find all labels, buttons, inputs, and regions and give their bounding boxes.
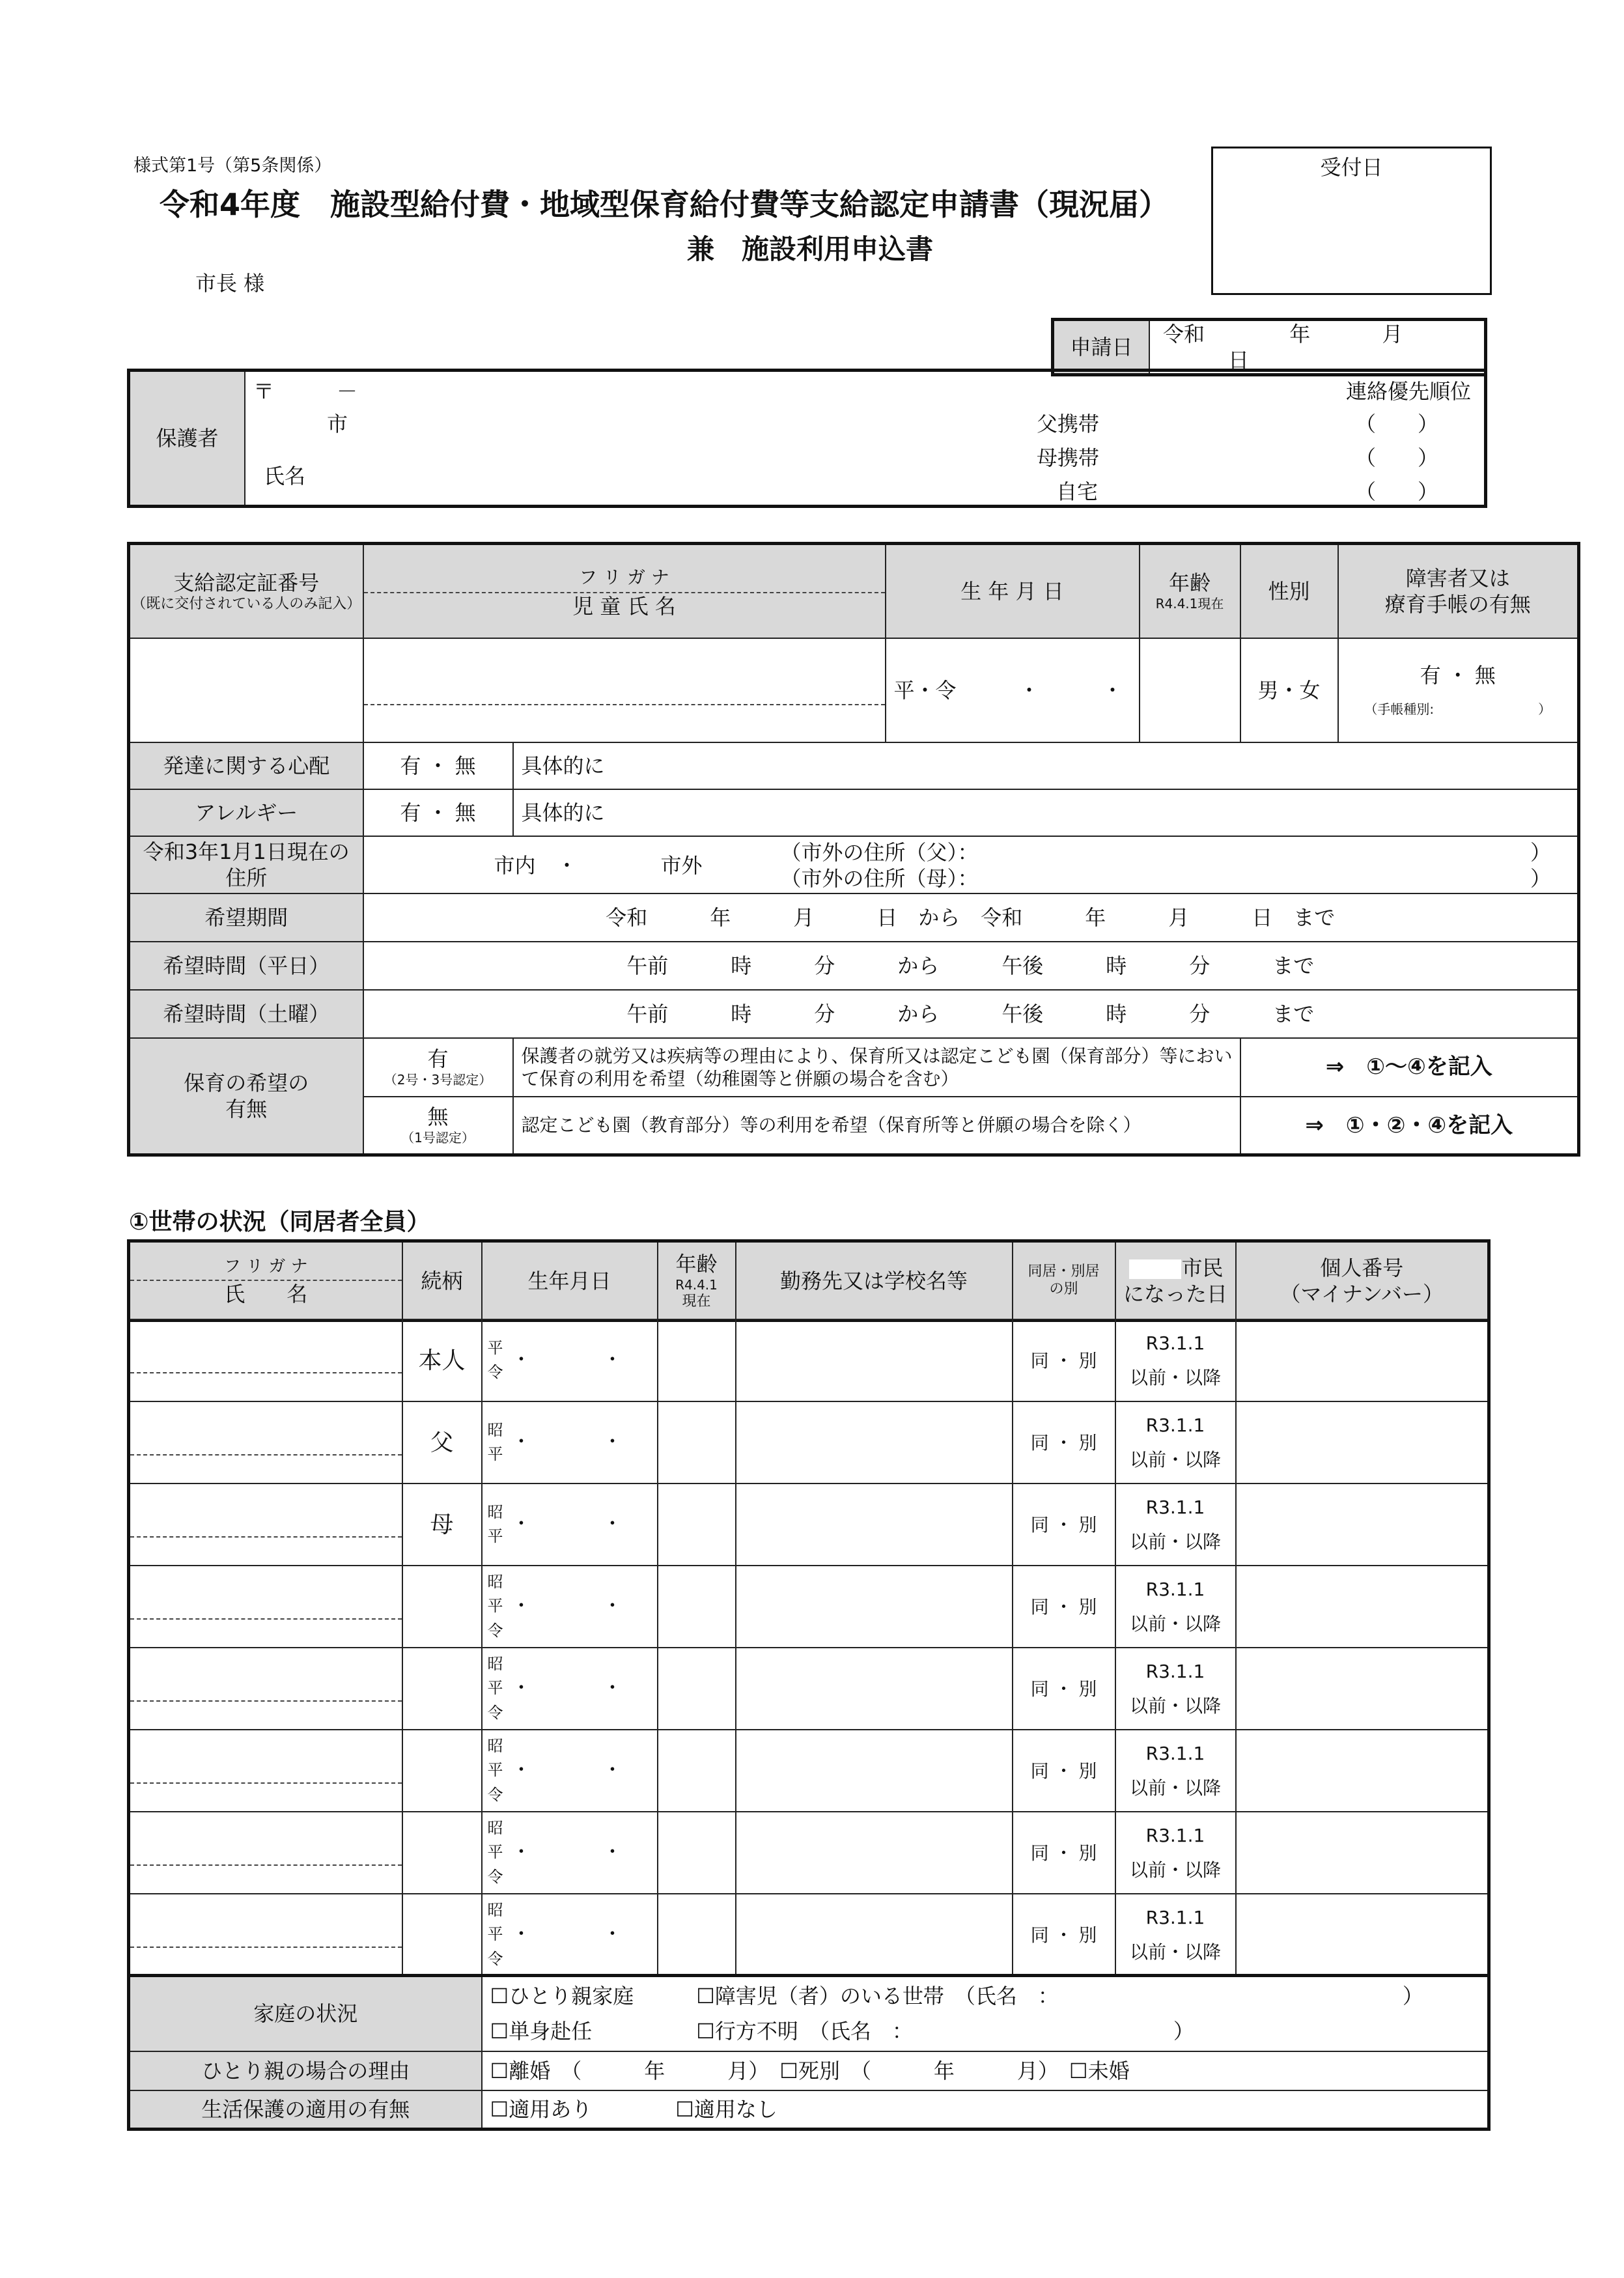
- citizen-when: 以前・以降: [1129, 1613, 1221, 1635]
- cohab-header: [1013, 1241, 1115, 1321]
- citizen-date: R3.1.1: [1145, 1578, 1205, 1600]
- member-work-field[interactable]: [736, 1566, 1013, 1648]
- received-label: 受付日: [1320, 155, 1383, 180]
- citizen-date: R3.1.1: [1145, 1414, 1205, 1436]
- disab-value: 有 ・ 無: [1420, 663, 1496, 688]
- citizen-date: R3.1.1: [1145, 1332, 1205, 1354]
- month-label: 月: [1382, 322, 1403, 346]
- time-saturday-label: 希望時間（土曜）: [129, 990, 363, 1038]
- member-name-field[interactable]: [129, 1730, 402, 1812]
- paren-close-1: ）: [1530, 839, 1551, 865]
- member-age-field[interactable]: [658, 1730, 736, 1812]
- era-option[interactable]: 令: [487, 1363, 503, 1381]
- citizen-header: [1115, 1241, 1236, 1321]
- cert-note: （既に交付されている人のみ記入）: [132, 595, 361, 612]
- family-status-table: [127, 1974, 1491, 2131]
- era-option[interactable]: 令: [487, 1949, 503, 1968]
- citizen-date: R3.1.1: [1145, 1742, 1205, 1764]
- citizen-date: R3.1.1: [1145, 1906, 1205, 1928]
- citizen-when: 以前・以降: [1129, 1695, 1221, 1717]
- member-dob-field[interactable]: [482, 1894, 658, 1976]
- era-option[interactable]: 平: [487, 1597, 503, 1616]
- disab-label-2: 療育手帳の有無: [1384, 591, 1531, 617]
- era-option[interactable]: 平: [487, 1761, 503, 1780]
- phone-home-label: 自宅: [1056, 479, 1099, 504]
- dev-label: 発達に関する心配: [129, 742, 363, 789]
- child-name-label: 児 童 氏 名: [572, 594, 676, 619]
- date-dots: ・ ・: [511, 1677, 649, 1700]
- time-weekday-label: 希望時間（平日）: [129, 942, 363, 990]
- time-saturday-field[interactable]: 午前 時 分 から 午後 時 分 まで: [363, 990, 1579, 1038]
- member-work-field[interactable]: [736, 1730, 1013, 1812]
- member-mynum-field[interactable]: [1236, 1812, 1489, 1894]
- member-dob-field[interactable]: [482, 1484, 658, 1566]
- period-label: 希望期間: [129, 893, 363, 942]
- member-dob-field[interactable]: [482, 1730, 658, 1812]
- dev-specific[interactable]: 具体的に: [513, 742, 1579, 789]
- allergy-specific[interactable]: 具体的に: [513, 789, 1579, 836]
- era-option[interactable]: 昭: [487, 1901, 503, 1920]
- guardian-label: 保護者: [129, 371, 245, 507]
- table-row: [129, 1894, 1489, 1976]
- era-option[interactable]: 昭: [487, 1502, 503, 1521]
- period-field[interactable]: 令和 年 月 日 から 令和 年 月 日 まで: [363, 893, 1579, 942]
- member-relation: [402, 1566, 482, 1648]
- citizen-when: 以前・以降: [1129, 1367, 1221, 1388]
- page-title: 令和4年度 施設型給付費・地域型保育給付費等支給認定申請書（現況届）: [160, 187, 1169, 222]
- member-citizen-field[interactable]: [1115, 1566, 1236, 1648]
- member-relation: [402, 1730, 482, 1812]
- member-relation: [402, 1648, 482, 1730]
- era-option[interactable]: 平: [487, 1925, 503, 1944]
- age-note: R4.4.1現在: [1155, 596, 1224, 612]
- table-row: [129, 1484, 1489, 1566]
- era-option[interactable]: 平: [487, 1679, 503, 1698]
- household-heading: ①世帯の状況（同居者全員）: [129, 1209, 430, 1235]
- disability-header: [1338, 544, 1579, 638]
- member-work-field[interactable]: [736, 1648, 1013, 1730]
- city-label: 市: [327, 412, 348, 436]
- era-option[interactable]: 令: [487, 1785, 503, 1804]
- dob-field[interactable]: 平・令 ・ ・: [886, 638, 1140, 742]
- cohab-label-2: の別: [1049, 1280, 1078, 1297]
- family-field[interactable]: [482, 1976, 1489, 2051]
- era-option[interactable]: 昭: [487, 1573, 503, 1592]
- member-work-field[interactable]: [736, 1484, 1013, 1566]
- era-option[interactable]: 平: [487, 1843, 503, 1862]
- yes-label: 有: [427, 1047, 449, 1071]
- child-name-header: [363, 544, 886, 638]
- era-option[interactable]: 平: [487, 1338, 503, 1357]
- welfare-field[interactable]: ☐適用あり ☐適用なし: [482, 2090, 1489, 2130]
- era-option[interactable]: 令: [487, 1703, 503, 1722]
- apply-date-field[interactable]: [1149, 320, 1486, 375]
- member-citizen-field[interactable]: [1115, 1401, 1236, 1484]
- date-dots: ・ ・: [511, 1841, 649, 1864]
- table-row: [129, 1566, 1489, 1648]
- sex-header: 性別: [1240, 544, 1338, 638]
- member-mynum-field[interactable]: [1236, 1894, 1489, 1976]
- member-age-field[interactable]: [658, 1894, 736, 1976]
- disab-kind: （手帳種別: ）: [1364, 701, 1552, 717]
- disability-field[interactable]: [1338, 638, 1579, 742]
- era-option[interactable]: 昭: [487, 1420, 503, 1439]
- member-cohab-field[interactable]: 同 ・ 別: [1013, 1319, 1115, 1401]
- member-citizen-field[interactable]: [1115, 1812, 1236, 1894]
- family-label: 家庭の状況: [129, 1976, 482, 2051]
- citizen-when: 以前・以降: [1129, 1531, 1221, 1553]
- era-label: 令和: [1163, 322, 1205, 346]
- dev-yesno[interactable]: 有 ・ 無: [363, 742, 513, 789]
- member-citizen-field[interactable]: [1115, 1730, 1236, 1812]
- family-line-2: ☐単身赴任 ☐行方不明 （氏名 ： ）: [490, 2019, 1194, 2044]
- age-label: 年齢: [1168, 570, 1211, 596]
- date-dots: ・ ・: [511, 1349, 649, 1372]
- redaction-box: [1129, 1259, 1181, 1279]
- priority-mother-field[interactable]: （ ）: [1354, 445, 1438, 470]
- member-relation: [402, 1894, 482, 1976]
- care-yes-desc: 保護者の就労又は疾病等の理由により、保育所又は認定こども園（保育部分）等において保育の利用を希望（幼稚園等と併願の場合を含む）: [513, 1038, 1240, 1097]
- paren-close-2: ）: [1530, 865, 1551, 891]
- cert-no-label: 支給認定証番号: [173, 570, 320, 595]
- guardian-field[interactable]: [245, 371, 1486, 507]
- member-cohab-field[interactable]: 同 ・ 別: [1013, 1566, 1115, 1648]
- member-cohab-field[interactable]: 同 ・ 別: [1013, 1730, 1115, 1812]
- time-weekday-field[interactable]: 午前 時 分 から 午後 時 分 まで: [363, 942, 1579, 990]
- citizen-label-2: になった日: [1123, 1281, 1227, 1306]
- sex-field[interactable]: 男・女: [1240, 638, 1338, 742]
- care-no-option[interactable]: [363, 1097, 513, 1155]
- member-citizen-field[interactable]: [1115, 1894, 1236, 1976]
- priority-label: 連絡優先順位: [1345, 379, 1471, 404]
- member-mynum-field[interactable]: [1236, 1730, 1489, 1812]
- citizen-when: 以前・以降: [1129, 1777, 1221, 1799]
- member-dob-field[interactable]: [482, 1566, 658, 1648]
- member-name-field[interactable]: [129, 1319, 402, 1401]
- date-dots: ・ ・: [511, 1595, 649, 1618]
- care-no-arrow: ⇒ ①・②・④を記入: [1240, 1097, 1579, 1155]
- priority-home-field[interactable]: （ ）: [1354, 479, 1438, 504]
- household-table: [127, 1239, 1491, 1322]
- name-header: [129, 1241, 402, 1321]
- day-label: 日: [1228, 348, 1250, 373]
- table-row: [129, 1401, 1489, 1484]
- postal-label: 〒 －: [253, 379, 358, 404]
- member-name-field[interactable]: [129, 1812, 402, 1894]
- member-citizen-field[interactable]: [1115, 1648, 1236, 1730]
- priority-father-field[interactable]: （ ）: [1354, 412, 1438, 436]
- member-work-field[interactable]: [736, 1401, 1013, 1484]
- care-label-2: 有無: [225, 1096, 268, 1121]
- single-reason-label: ひとり親の場合の理由: [129, 2051, 482, 2090]
- address-field[interactable]: [363, 836, 1579, 893]
- member-relation: 本人: [402, 1319, 482, 1401]
- address-label: [129, 836, 363, 893]
- member-mynum-field[interactable]: [1236, 1319, 1489, 1401]
- member-cohab-field[interactable]: 同 ・ 別: [1013, 1401, 1115, 1484]
- work-header: 勤務先又は学校名等: [736, 1241, 1013, 1321]
- dob-header: 生 年 月 日: [886, 544, 1140, 638]
- hh-furigana-label: フ リ ガ ナ: [130, 1255, 402, 1281]
- care-no-desc: 認定こども園（教育部分）等の利用を希望（保育所等と併願の場合を除く）: [513, 1097, 1240, 1155]
- furigana-label: フ リ ガ ナ: [364, 563, 885, 593]
- no-label: 無: [427, 1104, 449, 1130]
- member-age-field[interactable]: [658, 1484, 736, 1566]
- date-dots: ・ ・: [511, 1923, 649, 1947]
- received-date-box: [1211, 147, 1492, 295]
- member-age-field[interactable]: [658, 1566, 736, 1648]
- allergy-label: アレルギー: [129, 789, 363, 836]
- member-dob-field[interactable]: [482, 1812, 658, 1894]
- citizen-when: 以前・以降: [1129, 1941, 1221, 1963]
- single-reason-field[interactable]: ☐離婚 （ 年 月） ☐死別 （ 年 月） ☐未婚: [482, 2051, 1489, 2090]
- hh-name-label: 氏 名: [224, 1281, 308, 1306]
- citizen-date: R3.1.1: [1145, 1824, 1205, 1846]
- yes-note: （2号・3号認定）: [384, 1072, 492, 1088]
- date-dots: ・ ・: [511, 1431, 649, 1454]
- date-dots: ・ ・: [511, 1513, 649, 1536]
- member-mynum-field[interactable]: [1236, 1401, 1489, 1484]
- member-cohab-field[interactable]: 同 ・ 別: [1013, 1648, 1115, 1730]
- member-relation: [402, 1812, 482, 1894]
- member-cohab-field[interactable]: 同 ・ 別: [1013, 1484, 1115, 1566]
- care-label-1: 保育の希望の: [184, 1070, 309, 1095]
- citizen-date: R3.1.1: [1145, 1496, 1205, 1518]
- member-name-field[interactable]: [129, 1401, 402, 1484]
- member-citizen-field[interactable]: [1115, 1319, 1236, 1401]
- citizen-date: R3.1.1: [1145, 1660, 1205, 1682]
- page-subtitle: 兼 施設利用申込書: [687, 233, 934, 265]
- apply-date-table: [1051, 318, 1487, 376]
- member-name-field[interactable]: [129, 1566, 402, 1648]
- era-option[interactable]: 昭: [487, 1819, 503, 1838]
- table-row: [129, 1319, 1489, 1401]
- member-age-field[interactable]: [658, 1648, 736, 1730]
- citizen-when: 以前・以降: [1129, 1449, 1221, 1470]
- member-name-field[interactable]: [129, 1484, 402, 1566]
- member-mynum-field[interactable]: [1236, 1566, 1489, 1648]
- table-row: [129, 1812, 1489, 1894]
- addressee: 市長 様: [195, 271, 265, 296]
- hh-age-note2: 現在: [682, 1293, 711, 1310]
- member-work-field[interactable]: [736, 1319, 1013, 1401]
- disab-label: 障害者又は: [1405, 565, 1510, 591]
- member-age-field[interactable]: [658, 1319, 736, 1401]
- member-work-field[interactable]: [736, 1812, 1013, 1894]
- hh-age-label: 年齢: [675, 1251, 718, 1276]
- era-option[interactable]: 平: [487, 1527, 503, 1545]
- care-yes-arrow: ⇒ ①～④を記入: [1240, 1038, 1579, 1097]
- mynum-header: [1236, 1241, 1489, 1321]
- year-label: 年: [1289, 322, 1311, 346]
- member-age-field[interactable]: [658, 1812, 736, 1894]
- apply-date-label: 申請日: [1053, 320, 1150, 375]
- phone-father-label: 父携帯: [1037, 412, 1100, 436]
- in-out-label: 市内 ・ 市外: [494, 852, 703, 878]
- member-mynum-field[interactable]: [1236, 1484, 1489, 1566]
- member-work-field[interactable]: [736, 1894, 1013, 1976]
- outside-father: （市外の住所（父）：: [780, 839, 979, 865]
- cert-no-header: [129, 544, 363, 638]
- outside-mother: （市外の住所（母）：: [780, 865, 979, 891]
- mynum-label: 個人番号: [1320, 1255, 1404, 1280]
- member-dob-field[interactable]: [482, 1648, 658, 1730]
- member-cohab-field[interactable]: 同 ・ 別: [1013, 1894, 1115, 1976]
- member-citizen-field[interactable]: [1115, 1484, 1236, 1566]
- child-name-field[interactable]: [363, 638, 886, 742]
- member-relation: 母: [402, 1484, 482, 1566]
- cohab-label: 同居・別居: [1028, 1263, 1100, 1280]
- no-note: （1号認定）: [401, 1130, 475, 1146]
- era-option[interactable]: 令: [487, 1867, 503, 1886]
- address-label-2: 住所: [225, 865, 268, 890]
- member-cohab-field[interactable]: 同 ・ 別: [1013, 1812, 1115, 1894]
- allergy-yesno[interactable]: 有 ・ 無: [363, 789, 513, 836]
- family-line-1: ☐ひとり親家庭 ☐障害児（者）のいる世帯 （氏名 ： ）: [490, 1983, 1423, 2008]
- era-option[interactable]: 昭: [487, 1737, 503, 1756]
- cert-no-field[interactable]: [129, 638, 363, 742]
- hh-age-note: R4.4.1: [675, 1276, 718, 1293]
- care-yes-option[interactable]: [363, 1038, 513, 1097]
- member-dob-field[interactable]: [482, 1401, 658, 1484]
- child-table: [127, 542, 1580, 1157]
- member-mynum-field[interactable]: [1236, 1648, 1489, 1730]
- phone-mother-label: 母携帯: [1037, 445, 1100, 470]
- mynum-label-2: （マイナンバー）: [1280, 1281, 1444, 1306]
- hh-age-header: [658, 1241, 736, 1321]
- household-member-rows: [127, 1319, 1491, 1976]
- table-row: [129, 1730, 1489, 1812]
- form-number: 様式第1号（第5条関係）: [133, 156, 332, 176]
- member-relation: 父: [402, 1401, 482, 1484]
- age-header: [1140, 544, 1240, 638]
- guardian-table: [127, 369, 1487, 508]
- era-option[interactable]: 平: [487, 1445, 503, 1463]
- citizen-when: 以前・以降: [1129, 1859, 1221, 1881]
- age-field[interactable]: [1140, 638, 1240, 742]
- welfare-label: 生活保護の適用の有無: [129, 2090, 482, 2130]
- household-members: [127, 1319, 1487, 1976]
- era-option[interactable]: 令: [487, 1621, 503, 1640]
- hh-dob-header: 生年月日: [482, 1241, 658, 1321]
- member-dob-field[interactable]: [482, 1319, 658, 1401]
- name-label: 氏名: [264, 464, 306, 488]
- address-label-1: 令和3年1月1日現在の: [143, 839, 350, 864]
- relation-header: 続柄: [402, 1241, 482, 1321]
- member-age-field[interactable]: [658, 1401, 736, 1484]
- member-name-field[interactable]: [129, 1894, 402, 1976]
- table-row: [129, 1648, 1489, 1730]
- member-name-field[interactable]: [129, 1648, 402, 1730]
- care-wish-label: [129, 1038, 363, 1155]
- era-option[interactable]: 昭: [487, 1655, 503, 1674]
- citizen-label: 市民: [1181, 1255, 1224, 1280]
- date-dots: ・ ・: [511, 1759, 649, 1782]
